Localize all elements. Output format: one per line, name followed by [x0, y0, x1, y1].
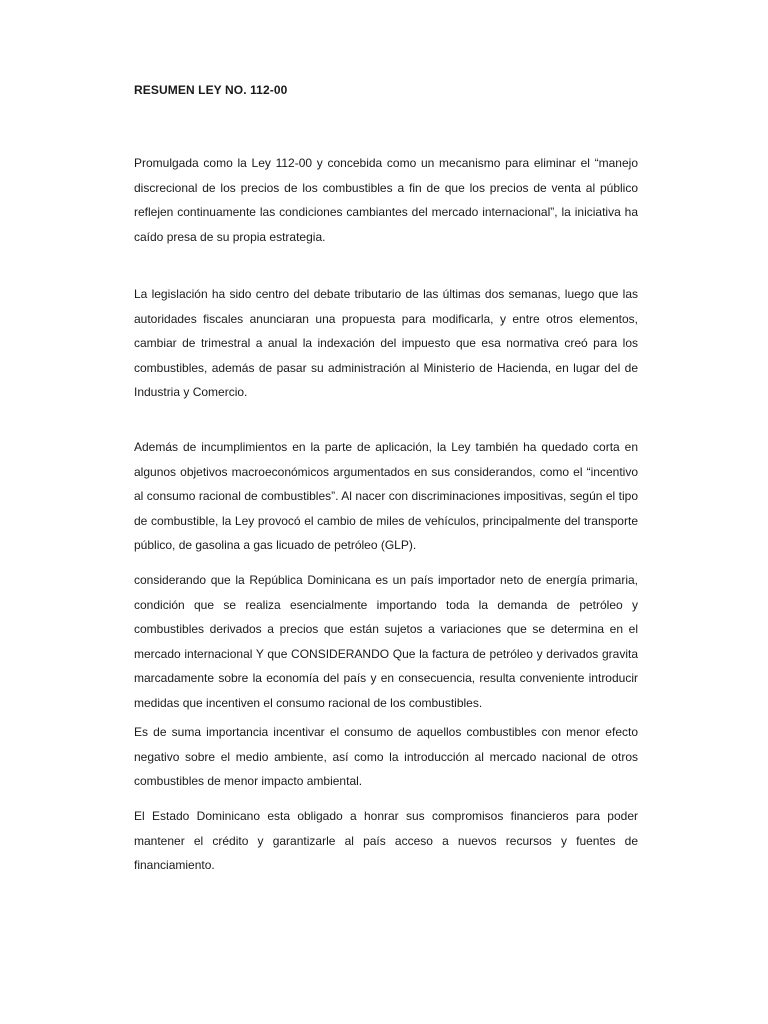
document-title: RESUMEN LEY NO. 112-00: [134, 83, 288, 97]
paragraph-legislation-debate: La legislación ha sido centro del debate tributario de las últimas dos semanas, luego que las autoridades fiscales anunciaran una propuesta para modificarla, y entre otros elementos, cambiar de trimestral a anual la indexación del impuesto que esa normativa creó para los combustibles, además de pasar su administración al Ministerio de Hacienda, en lugar del de Industria y Comercio.: [134, 287, 638, 400]
paragraph-environment: Es de suma importancia incentivar el consumo de aquellos combustibles con menor efecto negativo sobre el medio ambiente, así como la introducción al mercado nacional de otros combustibles de menor impacto ambiental.: [134, 725, 638, 789]
paragraph-noncompliance: Además de incumplimientos en la parte de aplicación, la Ley también ha quedado corta en algunos objetivos macroeconómicos argumentados en sus considerandos, como el “incentivo al consumo racional de combustibles”. Al nacer con discriminaciones impositivas, según el tipo de combustible, la Ley provocó el cambio de miles de vehículos, principalmente del transporte público, de gasolina a gas licuado de petróleo (GLP).: [134, 440, 638, 553]
paragraph-promulgation: Promulgada como la Ley 112-00 y concebida como un mecanismo para eliminar el “manejo discrecional de los precios de los combustibles a fin de que los precios de venta al público reflejen continuamente las condiciones cambiantes del mercado internacional”, la iniciativa ha caído presa de su propia estrategia.: [134, 156, 638, 244]
paragraph-considerando: considerando que la República Dominicana es un país importador neto de energía primaria, condición que se realiza esencialmente importando toda la demanda de petróleo y combustibles derivados a precios que están sujetos a variaciones que se determina en el mercado internacional Y que CONSIDERANDO Que la factura de petróleo y derivados gravita marcadamente sobre la economía del país y en consecuencia, resulta conveniente introducir medidas que incentiven el consumo racional de los combustibles.: [134, 573, 638, 710]
paragraph-financial-commitments: El Estado Dominicano esta obligado a honrar sus compromisos financieros para poder mantener el crédito y garantizarle al país acceso a nuevos recursos y fuentes de financiamiento.: [134, 809, 638, 873]
